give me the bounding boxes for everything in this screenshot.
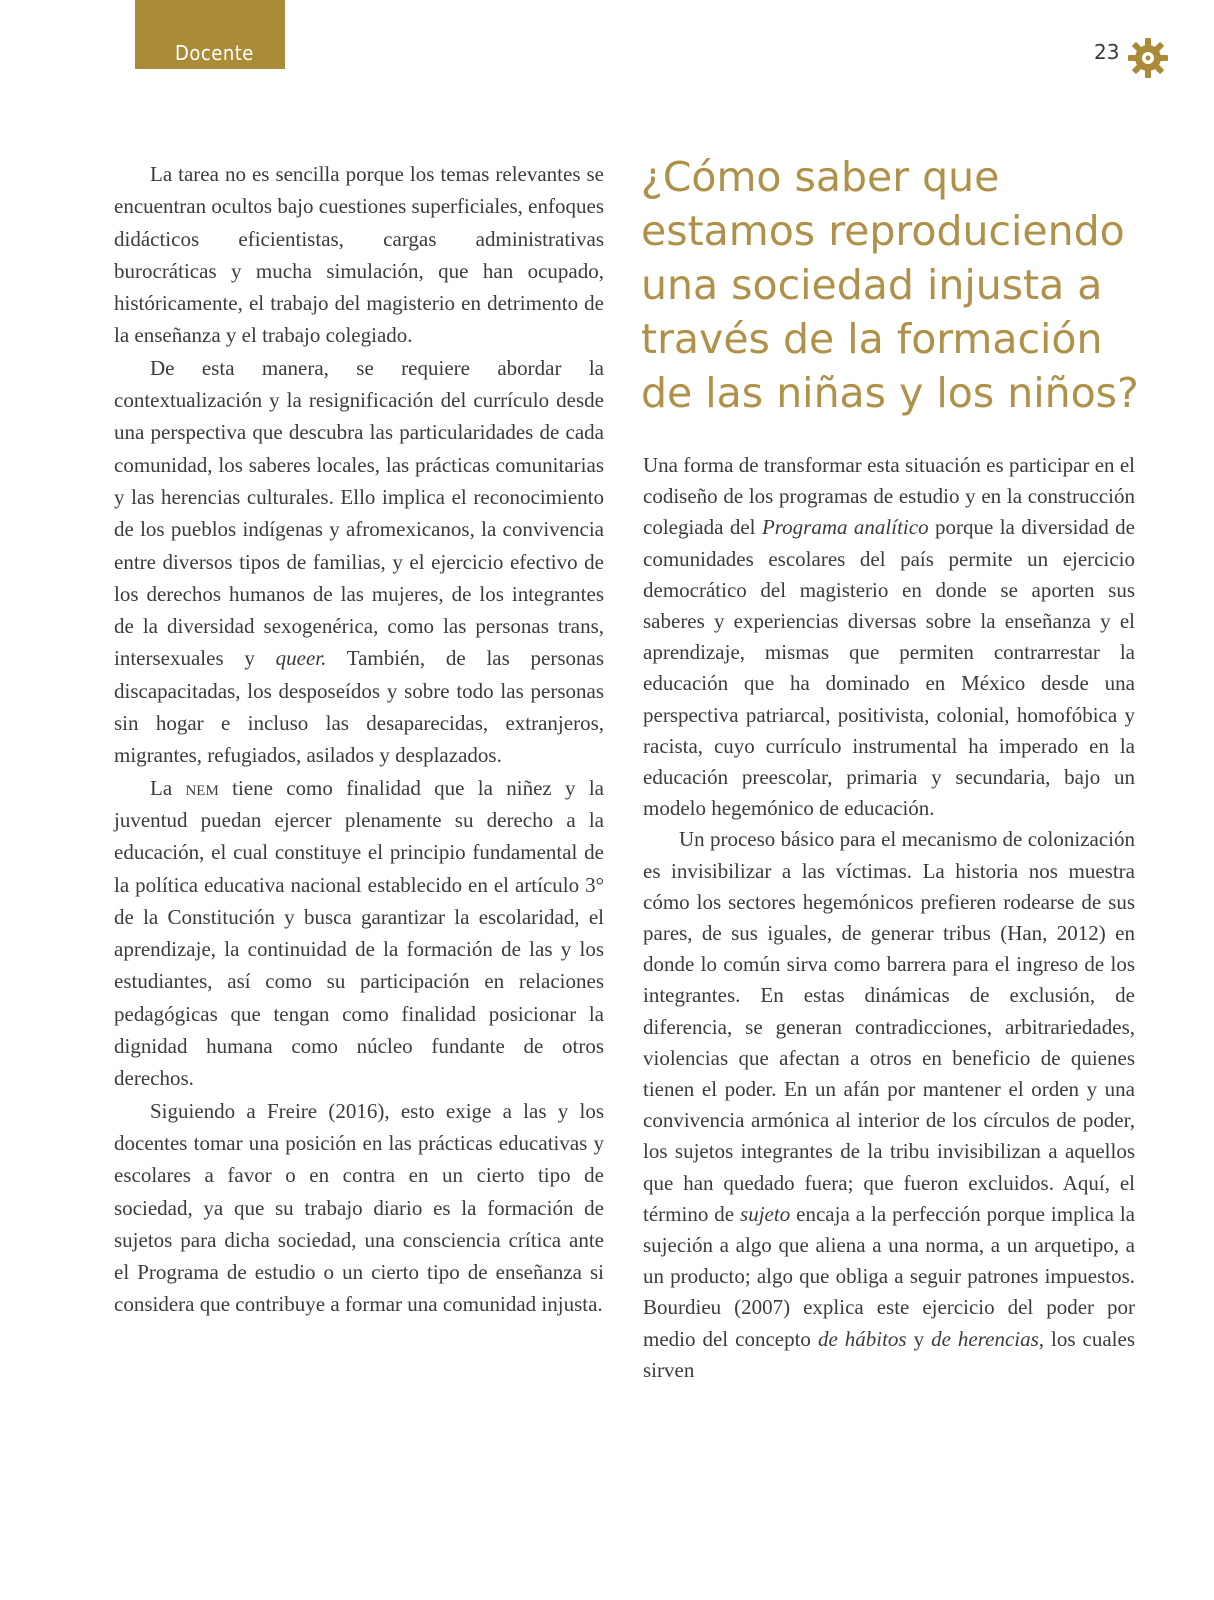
acronym-text: nem	[185, 775, 219, 800]
text-run: , los cuales sirven	[643, 1326, 1136, 1382]
emphasis-text: Programa analítico	[761, 515, 929, 540]
heading-line: una sociedad injusta a	[641, 261, 1103, 309]
paragraph	[643, 824, 1135, 1386]
heading-line: estamos reproduciendo	[641, 207, 1125, 255]
text-run: De esta manera, se requiere abordar la contextualización y la resignificación del currículo desde una perspectiva que descubra las particularidades de cada comunidad, los saberes locales, las prácticas comunitarias y las herencias culturales. Ello implica el reconocimiento de los pueblos indígenas y afromexicanos, la convivencia entre diversos tipos de familias, y el ejercicio efectivo de los derechos humanos de las mujeres, de los integrantes de la diversidad sexogenérica, como las personas trans, intersexuales y	[114, 355, 604, 671]
section-tab	[135, 0, 285, 69]
text-run: porque la diversidad de comunidades escolares del país permite un ejercicio democrático del magisterio en donde se aporten sus saberes y experiencias diversas sobre la enseñanza y el aprendizaje, mismas que permiten contrarrestar la educación que ha dominado en México desde una perspectiva patriarcal, positivista, colonial, homofóbica y racista, cuyo currículo instrumental ha imperado en la educación preescolar, primaria y secundaria, bajo un modelo hegemónico de educación.	[643, 515, 1135, 821]
emphasis-text: de hábitos	[817, 1326, 907, 1351]
left-column	[114, 158, 604, 1321]
text-run: y	[906, 1326, 932, 1351]
text-run: También, de las personas discapacitadas, los desposeídos y sobre todo las personas sin hogar e incluso las desaparecidas, extranjeros, migrantes, refugiados, asilados y desplazados.	[114, 646, 605, 768]
text-run: tiene como finalidad que la niñez y la juventud puedan ejercer plenamente su derecho a la educación, el cual constituye el principio fundamental de la política educativa nacional establecido en el artículo 3° de la Constitución y busca garantizar la escolaridad, el aprendizaje, la continuidad de la formación de las y los estudiantes, así como su participación en relaciones pedagógicas que tengan como finalidad posicionar la dignidad humana como núcleo fundante de otros derechos.	[114, 775, 604, 1091]
gear-icon	[1126, 36, 1170, 80]
page-number: 23	[1094, 40, 1120, 64]
emphasis-text: queer.	[275, 646, 327, 671]
heading-line: ¿Cómo saber que	[641, 153, 1000, 201]
right-column	[643, 450, 1135, 1386]
text-run: Un proceso básico para el mecanismo de colonización es invisibilizar a las víctimas. La historia nos muestra cómo los sectores hegemónicos prefieren rodearse de sus pares, de sus iguales, de generar tribus (Han, 2012) en donde lo común sirva como barrera para el ingreso de los integrantes. En estas dinámicas de exclusión, de diferencia, se generan contradicciones, arbitrariedades, violencias que afectan a otros en beneficio de quienes tienen el poder. En un afán por mantener el orden y una convivencia armónica al interior de los círculos de poder, los sujetos integrantes de la tribu invisibilizan a aquellos que han quedado fuera; que fueron excluidos. Aquí, el término de	[643, 827, 1135, 1226]
section-label: Docente	[175, 41, 254, 65]
emphasis-text: sujeto	[740, 1201, 791, 1226]
section-heading	[641, 150, 1161, 420]
paragraph	[114, 352, 604, 772]
text-run: La	[150, 775, 186, 800]
paragraph: Siguiendo a Freire (2016), esto exige a las y los docentes tomar una posición en las prácticas educativas y escolares a favor o en contra en un cierto tipo de sociedad, ya que su trabajo diario es la formación de sujetos para dicha sociedad, una consciencia crítica ante el Programa de estudio o un cierto tipo de enseñanza si considera que contribuye a formar una comunidad injusta.	[114, 1098, 604, 1317]
paragraph	[643, 450, 1135, 824]
emphasis-text: de herencias	[931, 1326, 1039, 1351]
heading-line: de las niñas y los niños?	[641, 369, 1139, 417]
text-run: Una forma de transformar esta situación es participar en el codiseño de los programas de estudio y en la construcción colegiada del	[643, 453, 1135, 540]
paragraph: La tarea no es sencilla porque los temas relevantes se encuentran ocultos bajo cuestiones superficiales, enfoques didácticos eficientistas, cargas administrativas burocráticas y mucha simulación, que han ocupado, históricamente, el trabajo del magisterio en detrimento de la enseñanza y el trabajo colegiado.	[114, 162, 604, 348]
paragraph	[114, 772, 604, 1095]
text-run: encaja a la perfección porque implica la sujeción a algo que aliena a una norma, a un arquetipo, a un producto; algo que obliga a seguir patrones impuestos. Bourdieu (2007) explica este ejercicio del poder por medio del concepto	[643, 1201, 1136, 1351]
heading-line: través de la formación	[641, 315, 1103, 363]
